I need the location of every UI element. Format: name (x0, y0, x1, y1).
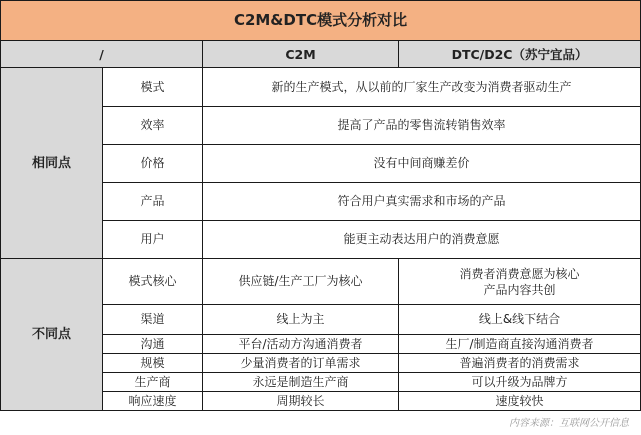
header-row (1, 41, 641, 68)
aspect-label: 模式核心 (103, 259, 203, 305)
c2m-value: 少量消费者的订单需求 (203, 354, 399, 373)
c2m-value: 线上为主 (203, 305, 399, 335)
header-corner: / (1, 41, 203, 68)
c2m-value: 平台/活动方沟通消费者 (203, 335, 399, 354)
aspect-label: 生产商 (103, 373, 203, 392)
dtc-value: 速度较快 (399, 392, 641, 411)
dtc-value (399, 259, 641, 305)
aspect-label: 用户 (103, 221, 203, 259)
c2m-value: 永远是制造生产商 (203, 373, 399, 392)
shared-value: 能更主动表达用户的消费意愿 (203, 221, 641, 259)
table-row (1, 68, 641, 107)
table-row (1, 259, 641, 305)
dtc-value: 生厂/制造商直接沟通消费者 (399, 335, 641, 354)
aspect-label: 响应速度 (103, 392, 203, 411)
c2m-value: 供应链/生产工厂为核心 (203, 259, 399, 305)
dtc-value: 线上&线下结合 (399, 305, 641, 335)
aspect-label: 沟通 (103, 335, 203, 354)
aspect-label: 渠道 (103, 305, 203, 335)
aspect-label: 价格 (103, 145, 203, 183)
header-c2m: C2M (203, 41, 399, 68)
shared-value: 没有中间商赚差价 (203, 145, 641, 183)
dtc-value-line: 产品内容共创 (483, 282, 556, 297)
source-credit (509, 414, 629, 429)
shared-value: 提高了产品的零售流转销售效率 (203, 107, 641, 145)
dtc-value: 可以升级为品牌方 (399, 373, 641, 392)
aspect-label: 规模 (103, 354, 203, 373)
table-title: C2M&DTC模式分析对比 (1, 1, 641, 41)
c2m-value: 周期较长 (203, 392, 399, 411)
group-label-diff: 不同点 (1, 259, 103, 411)
source-name: 互联网公开信息 (559, 418, 629, 429)
dtc-value-line: 消费者消费意愿为核心 (459, 266, 580, 281)
aspect-label: 效率 (103, 107, 203, 145)
aspect-label: 产品 (103, 183, 203, 221)
aspect-label: 模式 (103, 68, 203, 107)
shared-value: 符合用户真实需求和市场的产品 (203, 183, 641, 221)
header-dtc: DTC/D2C（苏宁宜品） (399, 41, 641, 68)
group-label-same: 相同点 (1, 68, 103, 259)
dtc-value: 普遍消费者的消费需求 (399, 354, 641, 373)
shared-value: 新的生产模式，从以前的厂家生产改变为消费者驱动生产 (203, 68, 641, 107)
source-label: 内容来源： (509, 418, 559, 429)
title-row (1, 1, 641, 41)
